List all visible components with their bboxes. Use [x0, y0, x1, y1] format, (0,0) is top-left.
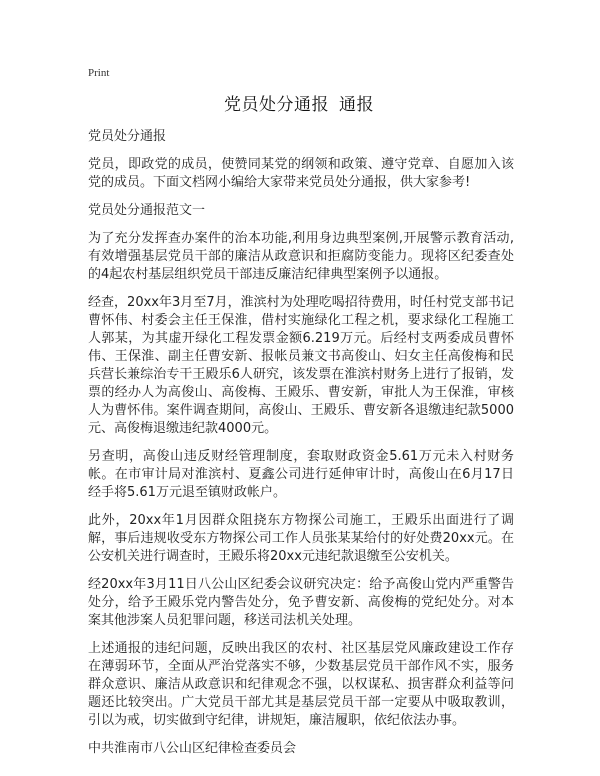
intro-heading: 党员处分通报: [88, 129, 167, 144]
document-title: 党员处分通报 通报: [224, 95, 374, 115]
paragraph-conclusion: 上述通报的违纪问题，反映出我区的农村、社区基层党风廉政建设工作存在薄弱环节，全面从严治党落实不够，少数基层党员干部作风不实，服务群众意识、廉洁从政意识和纪律观念不强，以权谋私、损害群众利益等问题还比较突出。广大党员干部尤其是基层党员干部一定要从中吸取教训，引以为戒，切实做到守纪律，讲规矩，廉洁履职，依纪依法办事。: [88, 641, 514, 728]
intro-paragraph: 党员，即政党的成员，使赞同某党的纲领和政策、遵守党章、自愿加入该党的成员。下面文档网小编给大家带来党员处分通报，供大家参考!: [88, 157, 514, 190]
paragraph-purpose: 为了充分发挥查办案件的治本功能,利用身边典型案例,开展警示教育活动,有效增强基层党员干部的廉洁从政意识和拒腐防变能力。现将区纪委查处的4起农村基层组织党员干部违反廉洁纪律典型案例予以通报。: [88, 231, 514, 282]
signature: 中共淮南市八公山区纪律检查委员会: [88, 741, 297, 756]
paragraph-bribe-case: 此外，20xx年1月因群众阻挠东方物探公司施工，王殿乐出面进行了调解，事后违规收受东方物探公司工作人员张某某给付的好处费20xx元。在公安机关进行调查时，王殿乐将20xx元违纪款退缴至公安机关。: [88, 513, 514, 564]
document-page: [88, 66, 514, 758]
paragraph-decision: 经20xx年3月11日八公山区纪委会议研究决定：给予高俊山党内严重警告处分，给予王殿乐党内警告处分，免予曹安新、高俊梅的党纪处分。对本案其他涉案人员犯罪问题，移送司法机关处理。: [88, 577, 514, 628]
paragraph-case-findings: 经查，20xx年3月至7月，淮滨村为处理吃喝招待费用，时任村党支部书记曹怀伟、村委会主任王保淮，借村实施绿化工程之机，要求绿化工程施工人郭某，为其虚开绿化工程发票金额6.219万元。后经村支两委成员曹怀伟、王保淮、副主任曹安新、报帐员兼文书高俊山、妇女主任高俊梅和民兵营长兼综治专干王殿乐6人研究，该发票在淮滨村财务上进行了报销，发票的经办人为高俊山、高俊梅、王殿乐、曹安新，审批人为王保淮，审核人为曹怀伟。案件调查期间，高俊山、王殿乐、曹安新各退缴违纪款5000元、高俊梅退缴违纪款4000元。: [88, 295, 514, 436]
paragraph-additional-findings: 另查明，高俊山违反财经管理制度，套取财政资金5.61万元未入村财务帐。在市审计局对淮滨村、夏鑫公司进行延伸审计时，高俊山在6月17日经手将5.61万元退至镇财政帐户。: [88, 449, 514, 500]
sample-heading: 党员处分通报范文一: [88, 203, 206, 218]
print-label: Print: [88, 67, 110, 79]
